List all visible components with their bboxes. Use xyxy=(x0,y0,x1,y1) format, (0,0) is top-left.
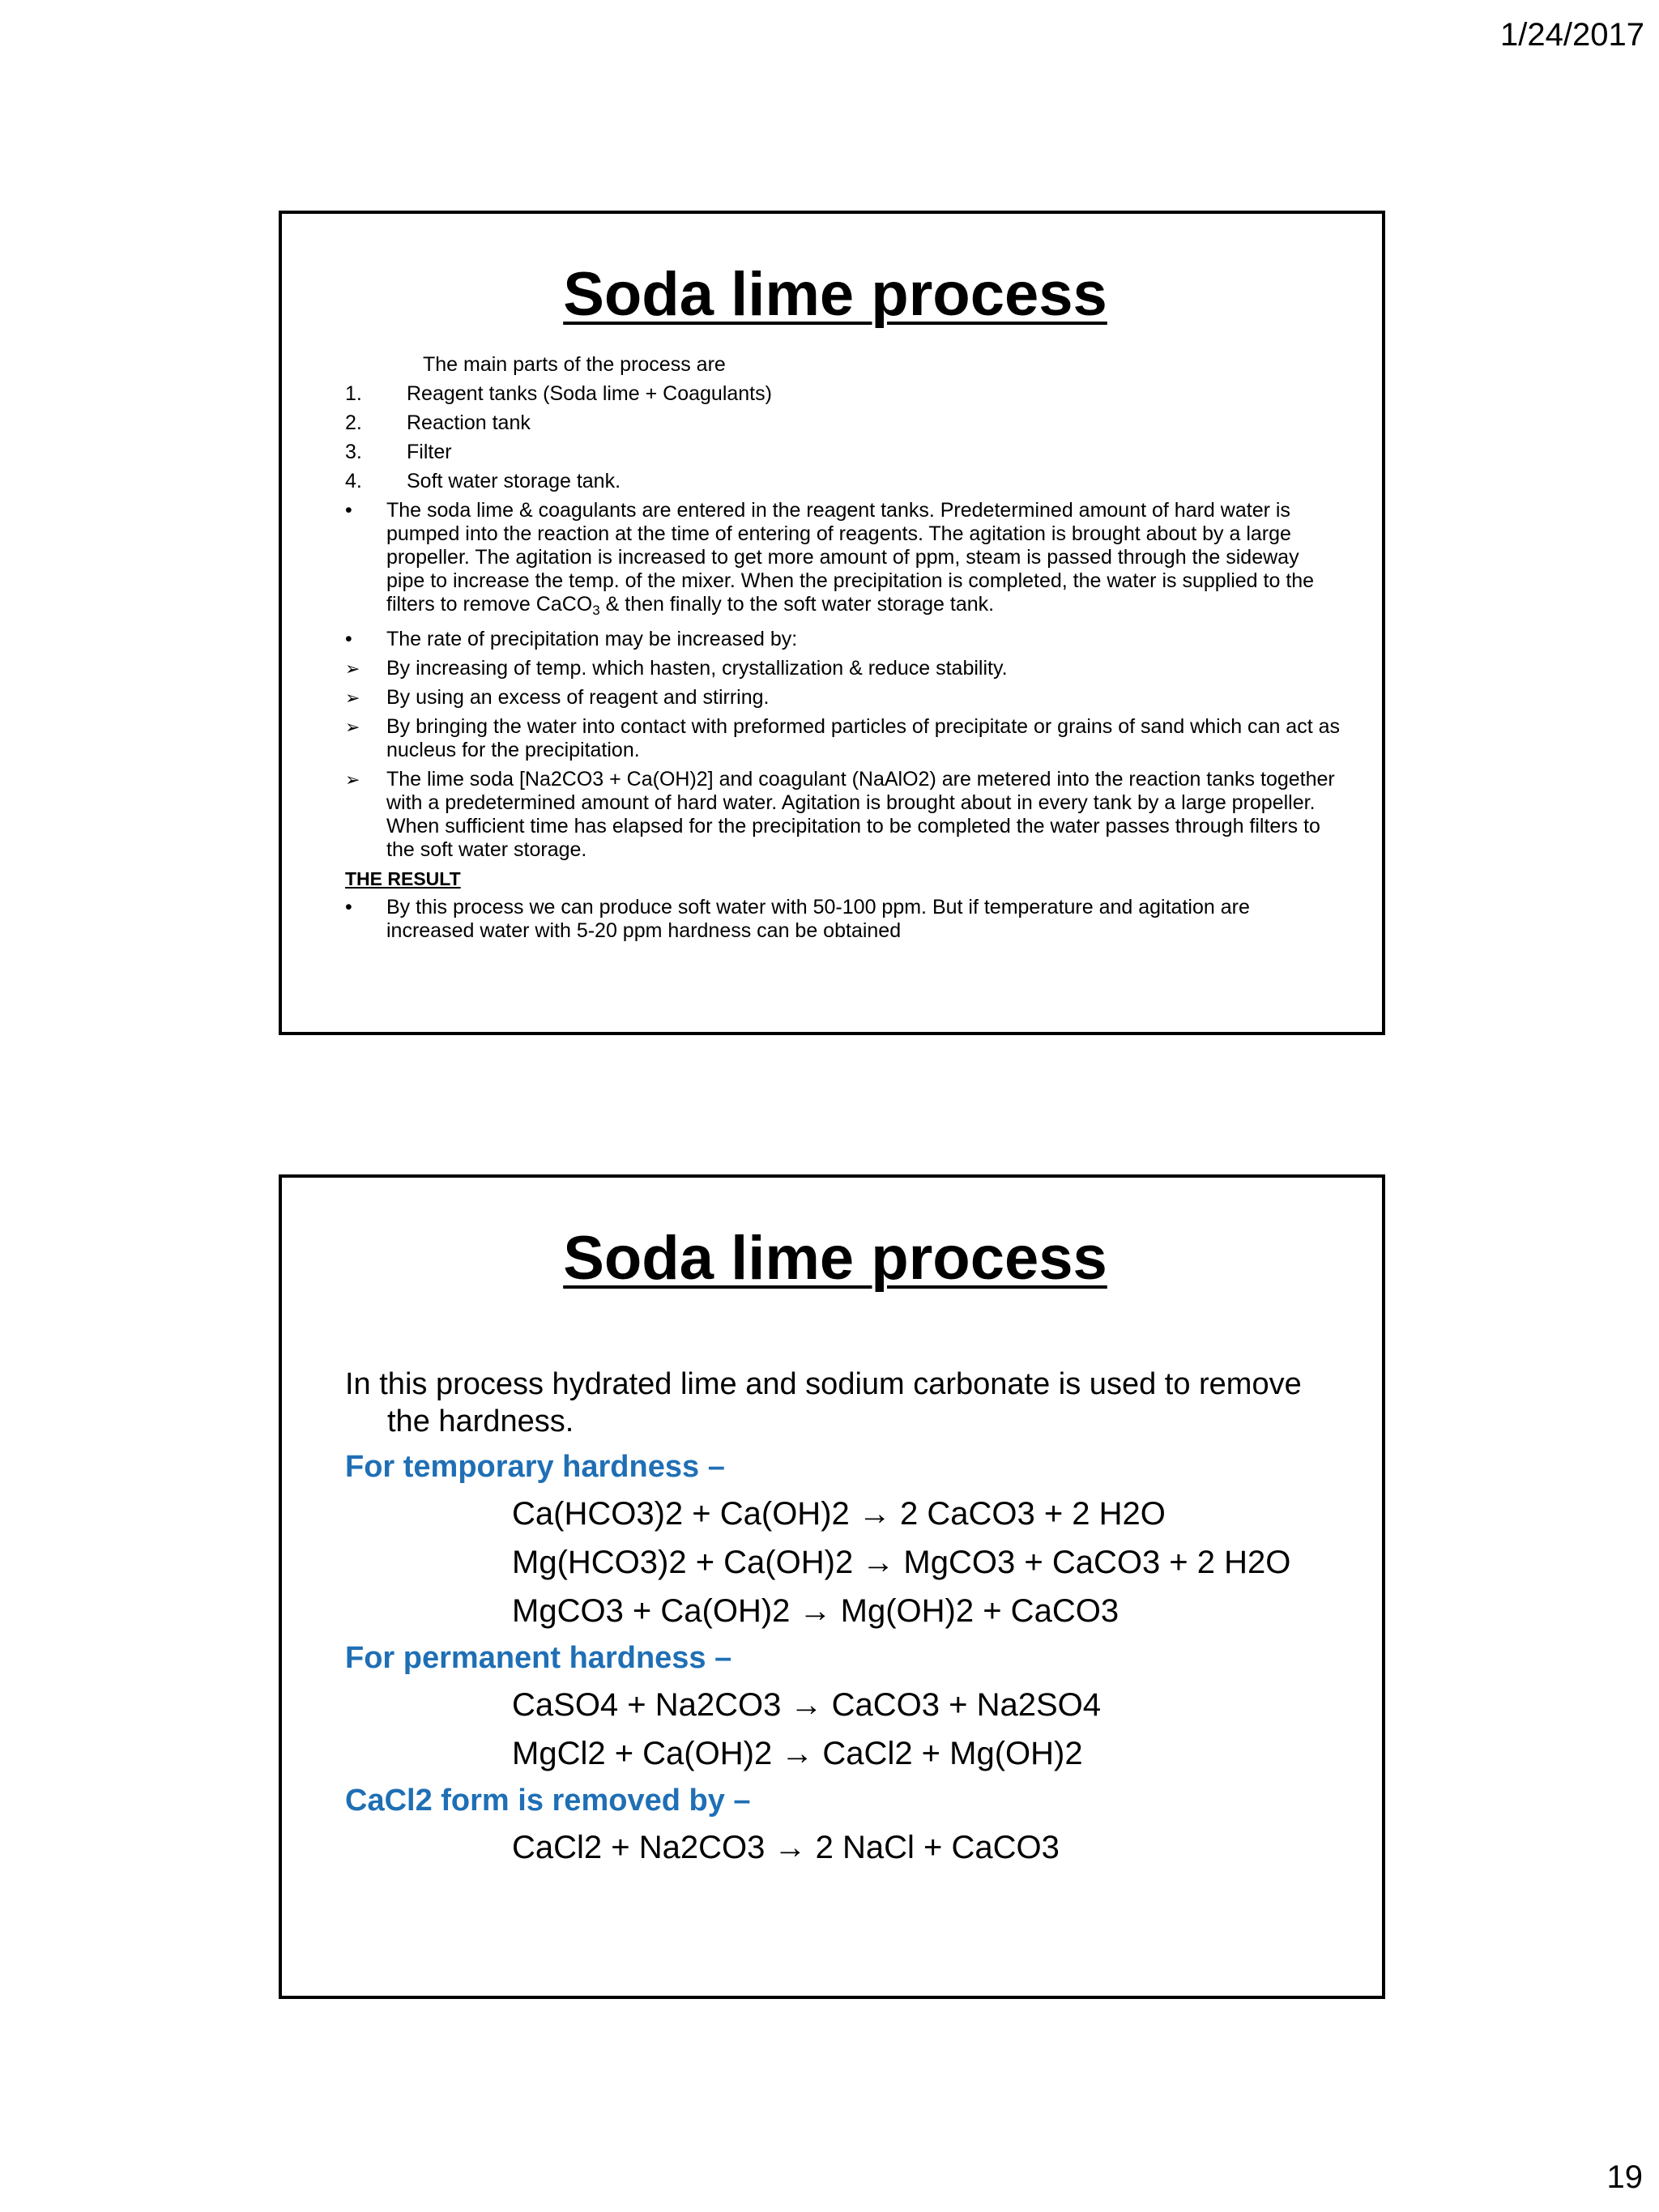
list-number: 2. xyxy=(345,411,362,434)
equation: Mg(HCO3)2 + Ca(OH)2 → MgCO3 + CaCO3 + 2 H2O xyxy=(512,1545,1291,1580)
list-number: 1. xyxy=(345,382,362,405)
list-item-text: Filter xyxy=(407,441,452,463)
list-item-text: Soft water storage tank. xyxy=(407,470,621,492)
list-number: 4. xyxy=(345,470,362,492)
equation: Ca(HCO3)2 + Ca(OH)2 → 2 CaCO3 + 2 H2O xyxy=(512,1496,1166,1532)
bullet-icon: • xyxy=(345,499,352,522)
slide-2 xyxy=(279,1174,1385,1999)
equation: CaSO4 + Na2CO3 → CaCO3 + Na2SO4 xyxy=(512,1687,1101,1723)
intro-text: The main parts of the process are xyxy=(423,353,726,376)
bullet-paragraph xyxy=(345,628,1341,651)
page-date: 1/24/2017 xyxy=(1500,17,1644,53)
intro-text: In this process hydrated lime and sodium carbonate is used to remove the hardness. xyxy=(345,1367,1302,1438)
arrow-bullet-icon: ➢ xyxy=(345,717,360,737)
equation: MgCl2 + Ca(OH)2 → CaCl2 + Mg(OH)2 xyxy=(512,1736,1083,1771)
arrow-item xyxy=(345,715,1341,762)
permanent-hardness-heading: For permanent hardness – xyxy=(345,1641,732,1675)
equation: MgCO3 + Ca(OH)2 → Mg(OH)2 + CaCO3 xyxy=(512,1593,1120,1629)
list-item xyxy=(345,441,1341,464)
temporary-hardness-heading: For temporary hardness – xyxy=(345,1450,725,1484)
arrow-item xyxy=(345,657,1341,680)
list-item-text: Reaction tank xyxy=(407,411,531,434)
slide-1-title: Soda lime process xyxy=(563,260,1107,329)
bullet-icon: • xyxy=(345,896,352,918)
arrow-item-text: By using an excess of reagent and stirring. xyxy=(386,686,770,709)
list-item xyxy=(345,382,1341,406)
page-number: 19 xyxy=(1606,2159,1643,2195)
slide-2-body xyxy=(345,1366,1341,1876)
slide-2-title: Soda lime process xyxy=(563,1224,1107,1293)
result-heading: THE RESULT xyxy=(345,868,461,889)
bullet-paragraph xyxy=(345,499,1341,622)
arrow-item-text: By bringing the water into contact with preformed particles of precipitate or grains of sand which can act as nucleus for the precipitation. xyxy=(386,715,1340,761)
rate-text: The rate of precipitation may be increased by: xyxy=(386,628,798,650)
bullet-icon: • xyxy=(345,628,352,650)
arrow-bullet-icon: ➢ xyxy=(345,688,360,708)
arrow-bullet-icon: ➢ xyxy=(345,658,360,679)
result-text: By this process we can produce soft water with 50-100 ppm. But if temperature and agitation are increased water with 5-20 ppm hardness can be obtained xyxy=(386,896,1250,942)
arrow-item-text: The lime soda [Na2CO3 + Ca(OH)2] and coagulant (NaAlO2) are metered into the reaction tanks together with a predetermined amount of hard water. Agitation is brought about in every tank by a large propeller. When sufficient time has elapsed for the precipitation to be completed the water passes through filters to the soft water storage. xyxy=(386,768,1335,861)
list-item xyxy=(345,470,1341,493)
equation: CaCl2 + Na2CO3 → 2 NaCl + CaCO3 xyxy=(512,1830,1060,1865)
list-item xyxy=(345,411,1341,435)
arrow-item xyxy=(345,768,1341,862)
arrow-bullet-icon: ➢ xyxy=(345,769,360,790)
slide-1 xyxy=(279,211,1385,1035)
slide-1-body xyxy=(345,353,1341,948)
bullet-paragraph xyxy=(345,896,1341,943)
cacl2-removal-heading: CaCl2 form is removed by – xyxy=(345,1784,751,1818)
list-number: 3. xyxy=(345,441,362,463)
arrow-item-text: By increasing of temp. which hasten, crystallization & reduce stability. xyxy=(386,657,1008,680)
arrow-item xyxy=(345,686,1341,710)
list-item-text: Reagent tanks (Soda lime + Coagulants) xyxy=(407,382,772,405)
process-description: The soda lime & coagulants are entered in the reagent tanks. Predetermined amount of hard water is pumped into the reaction at the time of entering of reagents. The agitation is brought about by a large propeller. The agitation is increased to get more amount of ppm, steam is passed through the sideway pipe to increase the temp. of the mixer. When the precipitation is completed, the water is supplied to the filters to remove CaCO$_3$ & then finally to the soft water storage tank. xyxy=(386,499,1315,618)
